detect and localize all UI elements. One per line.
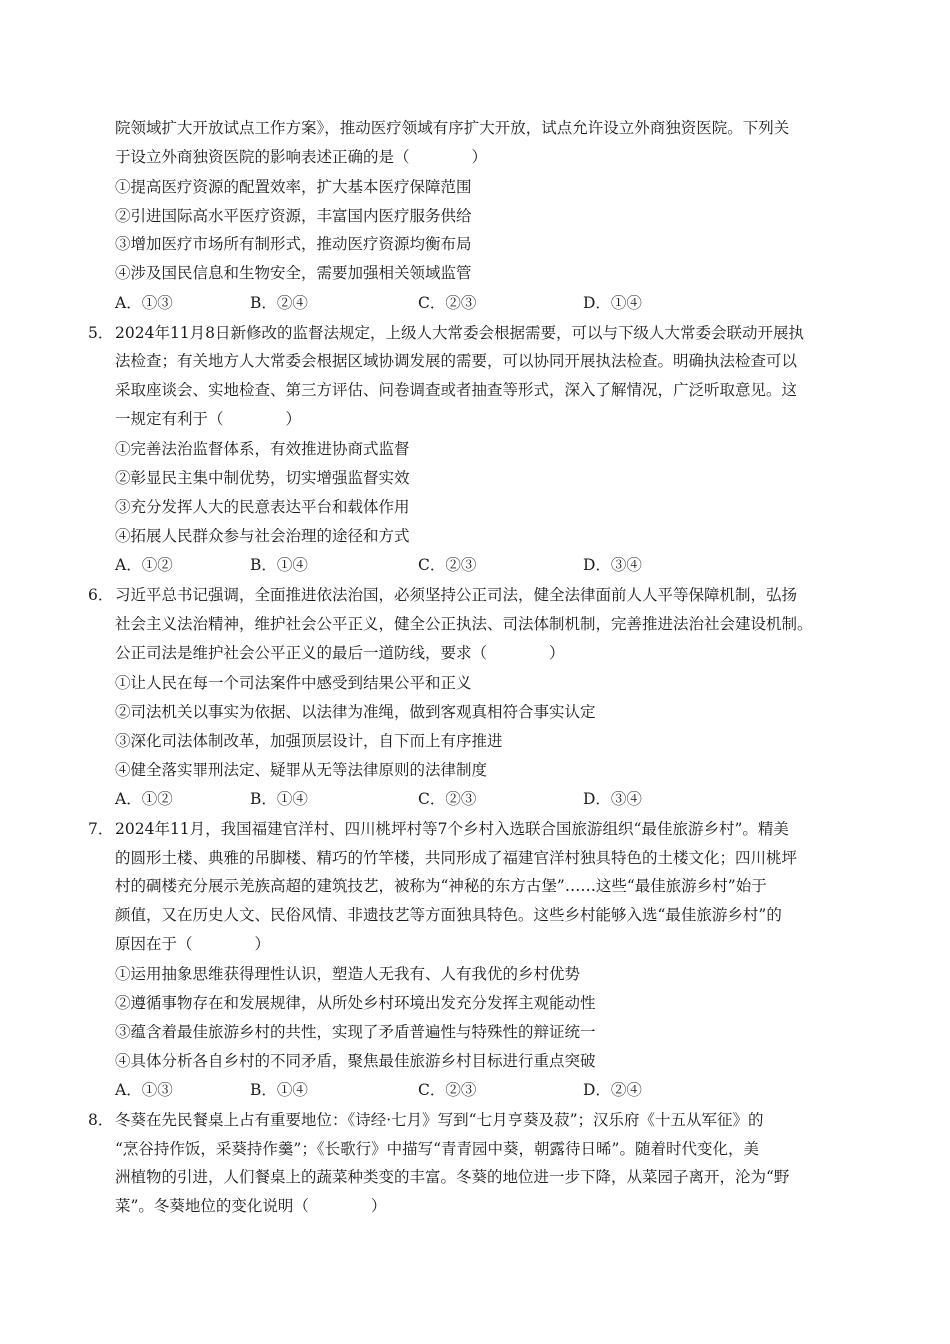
q6-number: 6．: [88, 586, 114, 604]
q7-item-3: ③蕴含着最佳旅游乡村的共性，实现了矛盾普遍性与特殊性的辩证统一: [115, 1023, 596, 1041]
q7-item-2: ②遵循事物存在和发展规律，从所处乡村环境出发充分发挥主观能动性: [115, 994, 596, 1012]
q7-option-d: D．②④: [583, 1081, 642, 1099]
q6-stem-line: 习近平总书记强调，全面推进依法治国，必须坚持公正司法，健全法律面前人人平等保障机制，弘扬: [115, 586, 798, 604]
q6-item-1: ①让人民在每一个司法案件中感受到结果公平和正义: [115, 674, 472, 692]
q5-option-a: A．①②: [115, 556, 173, 574]
q8-stem-line: 菜”。冬葵地位的变化说明（ ）: [115, 1197, 387, 1215]
q4-item-1: ①提高医疗资源的配置效率，扩大基本医疗保障范围: [115, 178, 472, 196]
q8-stem-line: “烹谷持作饭，采葵持作羹”；《长歌行》中描写“青青园中葵，朝露待日晞”。随着时代变化，美: [115, 1140, 759, 1158]
q6-option-c: C．②③: [418, 790, 477, 808]
q4-option-d: D．①④: [583, 294, 642, 312]
q7-item-4: ④具体分析各自乡村的不同矛盾，聚焦最佳旅游乡村目标进行重点突破: [115, 1052, 596, 1070]
q7-option-a: A．①③: [115, 1081, 173, 1099]
q7-stem-line: 村的碉楼充分展示羌族高超的建筑技艺，被称为“神秘的东方古堡”……这些“最佳旅游乡村”始于: [115, 877, 767, 895]
q7-stem-line: 2024年11月，我国福建官洋村、四川桃坪村等7个乡村入选联合国旅游组织“最佳旅游乡村”。精美: [115, 820, 789, 838]
q7-item-1: ①运用抽象思维获得理性认识，塑造人无我有、人有我优的乡村优势: [115, 965, 581, 983]
q5-item-4: ④拓展人民群众参与社会治理的途径和方式: [115, 527, 410, 545]
q8-stem-line: 洲植物的引进，人们餐桌上的蔬菜种类变的丰富。冬葵的地位进一步下降，从菜园子离开，沦为“野: [115, 1168, 790, 1186]
q7-option-b: B．①④: [250, 1081, 308, 1099]
q5-stem-line: 2024年11月8日新修改的监督法规定，上级人大常委会根据需要，可以与下级人大常委会联动开展执: [115, 324, 805, 342]
q6-item-3: ③深化司法体制改革，加强顶层设计，自下而上有序推进: [115, 732, 503, 750]
q4-item-4: ④涉及国民信息和生物安全，需要加强相关领域监管: [115, 264, 472, 282]
q4-stem-line: 院领域扩大开放试点工作方案》，推动医疗领域有序扩大开放，试点允许设立外商独资医院。下列关: [115, 119, 790, 137]
q7-stem-line: 颜值，又在历史人文、民俗风情、非遗技艺等方面独具特色。这些乡村能够入选“最佳旅游乡村”的: [115, 906, 782, 924]
q5-stem-line: 法检查；有关地方人大常委会根据区域协调发展的需要，可以协同开展执法检查。明确执法检查可以: [115, 352, 798, 370]
q5-number: 5．: [88, 324, 114, 342]
q5-stem-line: 一规定有利于（ ）: [115, 410, 302, 428]
q4-option-a: A．①③: [115, 294, 173, 312]
q7-option-c: C．②③: [418, 1081, 477, 1099]
q4-option-c: C．②③: [418, 294, 477, 312]
q5-item-2: ②彰显民主集中制优势，切实增强监督实效: [115, 469, 410, 487]
q8-number: 8．: [88, 1111, 114, 1129]
q4-item-2: ②引进国际高水平医疗资源，丰富国内医疗服务供给: [115, 207, 472, 225]
q5-option-c: C．②③: [418, 556, 477, 574]
q6-stem-line: 公正司法是维护社会公平正义的最后一道防线，要求（ ）: [115, 644, 565, 662]
q6-option-d: D．③④: [583, 790, 642, 808]
q6-item-2: ②司法机关以事实为依据、以法律为准绳，做到客观真相符合事实认定: [115, 703, 596, 721]
q7-stem-line: 原因在于（ ）: [115, 935, 271, 953]
q5-stem-line: 采取座谈会、实地检查、第三方评估、问卷调查或者抽查等形式，深入了解情况，广泛听取意见。这: [115, 381, 798, 399]
q6-item-4: ④健全落实罪刑法定、疑罪从无等法律原则的法律制度: [115, 761, 488, 779]
q4-item-3: ③增加医疗市场所有制形式，推动医疗资源均衡布局: [115, 235, 472, 253]
q6-stem-line: 社会主义法治精神，维护社会公平正义，健全公正执法、司法体制机制，完善推进法治社会建设机制。: [115, 615, 813, 633]
q4-option-b: B．②④: [250, 294, 308, 312]
q5-option-b: B．①④: [250, 556, 308, 574]
q7-number: 7．: [88, 820, 114, 838]
q5-item-3: ③充分发挥人大的民意表达平台和载体作用: [115, 498, 410, 516]
q5-item-1: ①完善法治监督体系，有效推进协商式监督: [115, 440, 410, 458]
q6-option-a: A．①②: [115, 790, 173, 808]
q4-stem-line: 于设立外商独资医院的影响表述正确的是（ ）: [115, 148, 488, 166]
q6-option-b: B．①④: [250, 790, 308, 808]
q8-stem-line: 冬葵在先民餐桌上占有重要地位：《诗经·七月》写到“七月亨葵及菽”；汉乐府《十五从军征》的: [115, 1111, 764, 1129]
q5-option-d: D．③④: [583, 556, 642, 574]
q7-stem-line: 的圆形土楼、典雅的吊脚楼、精巧的竹竿楼，共同形成了福建官洋村独具特色的土楼文化；四川桃坪: [115, 849, 798, 867]
